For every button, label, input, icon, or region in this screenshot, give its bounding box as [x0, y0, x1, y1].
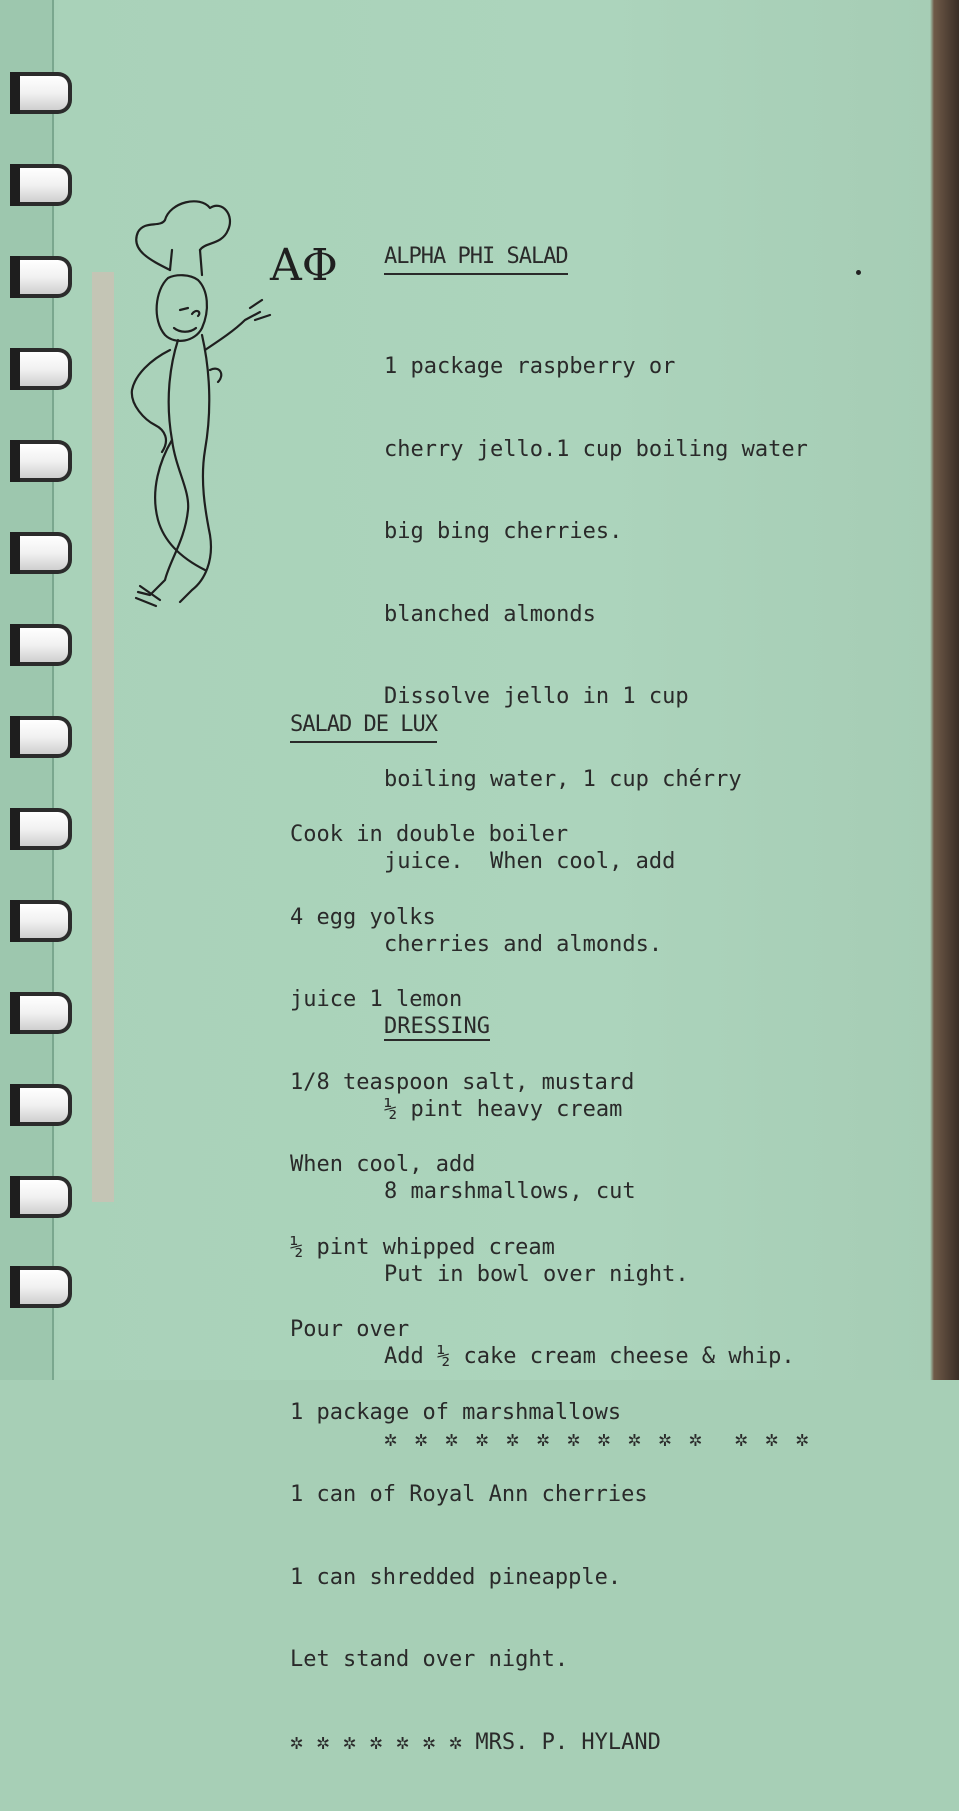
greek-letters-logo: AΦ [270, 240, 338, 291]
binding-ring [10, 1176, 72, 1218]
binding-ring [10, 348, 72, 390]
recipe-line: boiling water, 1 cup chérry [384, 766, 742, 792]
recipe-title-alpha-phi-salad: ALPHA PHI SALAD [384, 244, 568, 275]
binding-ring [10, 256, 72, 298]
recipe-line: 4 egg yolks [290, 904, 436, 930]
recipe-signature-line: ✲ ✲ ✲ ✲ ✲ ✲ ✲ MRS. P. HYLAND [290, 1729, 661, 1755]
binding-ring [10, 532, 72, 574]
recipe-line: juice. When cool, add [384, 849, 676, 874]
recipe-line: 1 can shredded pineapple. [290, 1564, 622, 1590]
recipe-line: 1 package of marshmallows [290, 1399, 622, 1425]
binding-ring [10, 164, 72, 206]
ink-dot [856, 270, 861, 275]
recipe-line: ½ pint heavy cream [384, 1096, 623, 1122]
recipe-line: 8 marshmallows, cut [384, 1179, 636, 1204]
recipe-line: 1 can of Royal Ann cherries [290, 1482, 648, 1507]
recipe-line: blanched almonds [384, 601, 596, 627]
binding-ring [10, 900, 72, 942]
recipe-line: cherries and almonds. [384, 931, 663, 957]
binding-ring [10, 440, 72, 482]
recipe-line: Cook in double boiler [290, 822, 569, 847]
recipe-line: Let stand over night. [290, 1647, 569, 1672]
binding-ring [10, 72, 72, 114]
star-separator: ✲ ✲ ✲ ✲ ✲ ✲ ✲ ✲ ✲ ✲ ✲ ✲ ✲ ✲ [384, 1426, 811, 1452]
recipe-line: Put in bowl over night. [384, 1261, 689, 1287]
recipe-line: 1 package raspberry or [384, 354, 676, 379]
recipe-line: cherry jello.1 cup boiling water [384, 436, 808, 462]
recipe-line: Add ½ cake cream cheese & whip. [384, 1344, 795, 1369]
binding-ring [10, 808, 72, 850]
dressing-subheading: DRESSING [384, 1014, 490, 1039]
binding-ring [10, 716, 72, 758]
recipe-line: Pour over [290, 1317, 410, 1342]
recipe-title-salad-de-lux: SALAD DE LUX [290, 712, 437, 743]
binding-strip [0, 0, 54, 1380]
recipe-salad-de-lux-body [290, 766, 661, 1811]
binding-ring [10, 624, 72, 666]
recipe-line: When cool, add [290, 1152, 476, 1177]
binding-ring [10, 1084, 72, 1126]
recipe-line: 1/8 teaspoon salt, mustard [290, 1069, 635, 1095]
recipe-line: juice 1 lemon [290, 987, 463, 1012]
recipe-line: Dissolve jello in 1 cup [384, 684, 689, 709]
binding-ring [10, 992, 72, 1034]
chef-doodle-illustration [110, 190, 280, 620]
recipe-line: ½ pint whipped cream [290, 1234, 555, 1260]
recipe-line: big bing cherries. [384, 519, 623, 544]
binding-ring [10, 1266, 72, 1308]
